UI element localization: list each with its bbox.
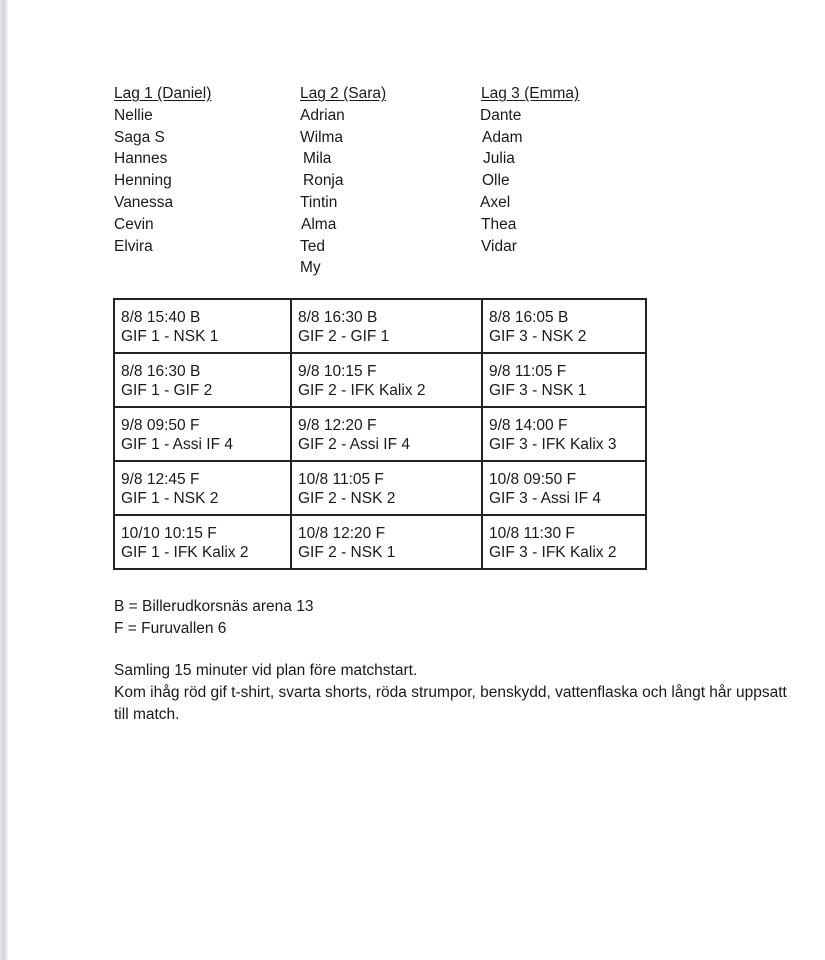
- player-name: Tintin: [300, 193, 338, 211]
- note-gathering: Samling 15 minuter vid plan före matchstart.: [114, 662, 418, 679]
- player-name: Nellie: [114, 106, 153, 124]
- match-teams: GIF 3 - NSK 2: [489, 328, 587, 345]
- player-name: Adrian: [300, 106, 345, 124]
- match-teams: GIF 2 - IFK Kalix 2: [298, 382, 426, 399]
- match-time: 9/8 09:50 F: [121, 417, 200, 434]
- match-time: 9/8 14:00 F: [489, 417, 568, 434]
- match-cell: [114, 353, 291, 407]
- player-name: Ted: [300, 237, 325, 255]
- match-time: 9/8 11:05 F: [489, 363, 567, 380]
- match-teams: GIF 3 - IFK Kalix 3: [489, 436, 617, 453]
- table-row: [114, 407, 646, 461]
- legend-item-f: F = Furuvallen 6: [114, 620, 227, 637]
- player-name: Alma: [301, 215, 337, 233]
- note-equipment: Kom ihåg röd gif t-shirt, svarta shorts, röda strumpor, benskydd, vattenflaska och långt hår uppsatt till match.: [114, 684, 787, 723]
- match-cell: [482, 299, 646, 353]
- match-cell: [291, 515, 482, 569]
- table-row: [114, 299, 646, 353]
- match-time: 9/8 12:45 F: [121, 471, 200, 488]
- team-title: Lag 2 (Sara): [300, 85, 387, 102]
- table-row: [114, 515, 646, 569]
- match-teams: GIF 3 - IFK Kalix 2: [489, 544, 617, 561]
- team-roster-1: [114, 83, 211, 257]
- table-row: [114, 353, 646, 407]
- player-name: Dante: [480, 106, 522, 124]
- match-time: 8/8 15:40 B: [121, 309, 201, 326]
- team-title: Lag 1 (Daniel): [114, 85, 212, 102]
- player-name: Hannes: [114, 150, 168, 168]
- match-teams: GIF 3 - Assi IF 4: [489, 490, 601, 507]
- match-cell: [291, 299, 482, 353]
- player-name: Vanessa: [114, 193, 174, 211]
- match-time: 10/8 11:05 F: [298, 471, 384, 488]
- player-name: Elvira: [114, 237, 153, 255]
- match-teams: GIF 2 - NSK 2: [298, 490, 396, 507]
- player-name: Henning: [114, 172, 172, 190]
- match-time: 8/8 16:30 B: [121, 363, 201, 380]
- player-name: My: [300, 259, 321, 277]
- match-teams: GIF 2 - GIF 1: [298, 328, 390, 345]
- match-cell: [114, 299, 291, 353]
- player-name: Olle: [482, 172, 510, 190]
- team-roster-2: [300, 83, 386, 279]
- match-cell: [291, 353, 482, 407]
- match-time: 9/8 10:15 F: [298, 363, 377, 380]
- player-name: Saga S: [114, 128, 165, 146]
- match-cell: [482, 461, 646, 515]
- notes: [114, 660, 794, 726]
- player-name: Julia: [483, 150, 515, 168]
- match-time: 10/10 10:15 F: [121, 525, 217, 542]
- match-cell: [291, 407, 482, 461]
- legend-item-b: B = Billerudkorsnäs arena 13: [114, 598, 314, 615]
- match-teams: GIF 1 - Assi IF 4: [121, 436, 233, 453]
- match-cell: [114, 515, 291, 569]
- match-time: 8/8 16:30 B: [298, 309, 378, 326]
- match-teams: GIF 3 - NSK 1: [489, 382, 587, 399]
- match-time: 8/8 16:05 B: [489, 309, 569, 326]
- match-teams: GIF 1 - GIF 2: [121, 382, 213, 399]
- team-title: Lag 3 (Emma): [481, 85, 580, 102]
- table-row: [114, 461, 646, 515]
- player-name: Mila: [303, 150, 332, 168]
- player-name: Ronja: [303, 172, 344, 190]
- match-teams: GIF 1 - NSK 1: [121, 328, 219, 345]
- match-time: 10/8 12:20 F: [298, 525, 386, 542]
- match-time: 10/8 09:50 F: [489, 471, 577, 488]
- match-schedule-table: [113, 298, 647, 570]
- team-roster-3: [481, 83, 579, 257]
- match-cell: [114, 407, 291, 461]
- match-cell: [482, 353, 646, 407]
- match-teams: GIF 1 - IFK Kalix 2: [121, 544, 249, 561]
- match-cell: [482, 515, 646, 569]
- match-teams: GIF 2 - NSK 1: [298, 544, 396, 561]
- match-time: 10/8 11:30 F: [489, 525, 575, 542]
- match-teams: GIF 2 - Assi IF 4: [298, 436, 410, 453]
- page-edge: [0, 0, 7, 960]
- player-name: Axel: [480, 193, 511, 211]
- player-name: Cevin: [114, 215, 154, 233]
- player-name: Thea: [481, 215, 517, 233]
- player-name: Adam: [482, 128, 523, 146]
- venue-legend: [114, 596, 313, 640]
- match-teams: GIF 1 - NSK 2: [121, 490, 219, 507]
- player-name: Vidar: [481, 237, 517, 255]
- match-cell: [291, 461, 482, 515]
- match-cell: [114, 461, 291, 515]
- page-edge-highlight: [7, 0, 8, 960]
- match-cell: [482, 407, 646, 461]
- match-time: 9/8 12:20 F: [298, 417, 377, 434]
- player-name: Wilma: [300, 128, 344, 146]
